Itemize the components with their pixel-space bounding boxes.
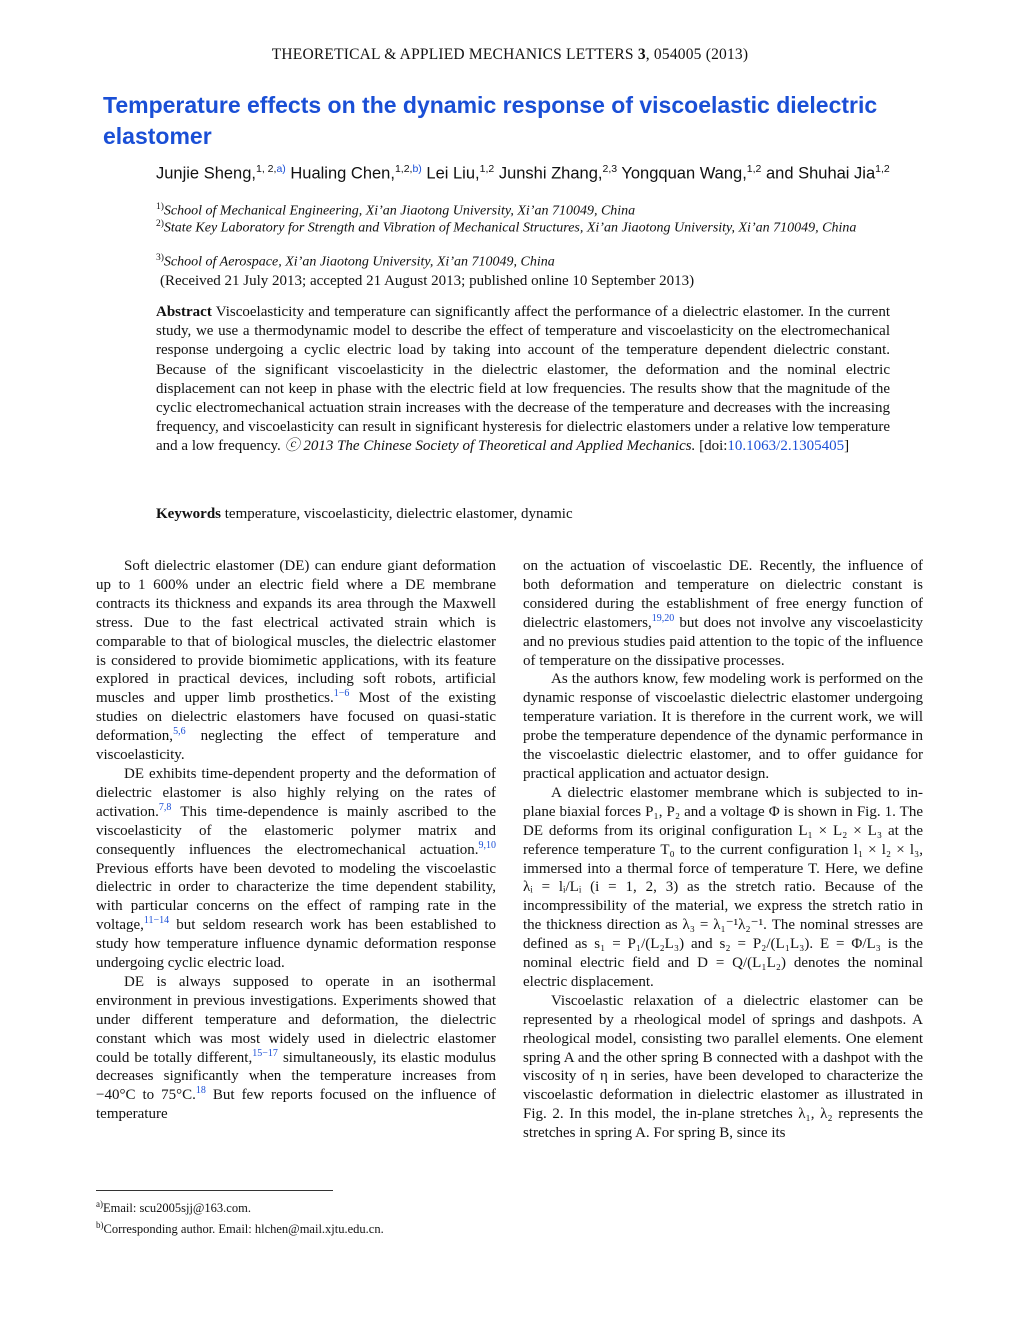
body-paragraph: As the authors know, few modeling work is performed on the dynamic response of viscoelastic dielectric elastomer undergoing temperature variation. It is therefore in the current work, we will probe the temperature dependence of the dynamic performance in the viscoelastic dielectric elastomer, and to offer guidance for practical application and actuator design. [523, 671, 923, 782]
article-info: , 054005 (2013) [645, 46, 749, 63]
paragraph-text: but does not involve any viscoelasticity and no previous studies paid attention to the topic of the influence of temperature on the dissipative processes. [523, 614, 923, 669]
paragraph-text: Most of the existing studies on dielectric elastomers have focused on quasi-static deformation, [96, 690, 496, 745]
footnote-text: Email: scu2005sjj@163.com. [103, 1201, 251, 1216]
footnote-divider [96, 1190, 333, 1191]
citation-link[interactable]: 19,20 [651, 612, 675, 624]
author-name: and Shuhai Jia [765, 164, 876, 183]
left-column [96, 557, 496, 1124]
doi-prefix: [doi: [695, 438, 728, 455]
paragraph-text: simultaneously, its elastic modulus decreases significantly when the temperature increases from −40°C to 75°C. [96, 1049, 496, 1104]
author-affiliation-mark: 1,2 [875, 163, 890, 175]
affiliation-text: State Key Laboratory for Strength and Vibration of Mechanical Structures, Xi’an Jiaotong University, Xi’an 710049, China [163, 220, 857, 236]
author-name: Hualing Chen, [290, 164, 395, 183]
paragraph-text: This time-dependence is mainly ascribed to the viscoelasticity of the elastomeric polymer matrix and consequently influences the electromechanical actuation. [96, 803, 496, 858]
journal-volume: 3 [637, 46, 646, 63]
citation-link[interactable]: 5,6 [173, 726, 186, 738]
body-paragraph [96, 973, 496, 1124]
author-name: Lei Liu, [426, 164, 480, 183]
body-paragraph [523, 557, 923, 670]
affiliation-text: School of Mechanical Engineering, Xi’an Jiaotong University, Xi’an 710049, China [163, 203, 636, 219]
author-note-link[interactable]: b) [412, 163, 422, 175]
body-paragraph: A dielectric elastomer membrane which is subjected to in-plane biaxial forces P₁, P₂ and a voltage Φ is shown in Fig. 1. The DE deforms from its original configuration L₁ × L₂ × L₃ at the reference temperature T₀ to the current configuration l₁ × l₂ × l₃, immersed into a thermal force of temperature T. Here, we define λᵢ = lᵢ/Lᵢ (i = 1, 2, 3) as the stretch ratio. Because of the incompressibility of the material, we express the stretch ratio in the thickness direction as λ₃ = λ₁⁻¹λ₂⁻¹. The nominal stresses are defined as s₁ = P₁/(L₂L₃) and s₂ = P₂/(L₁L₃). E = Φ/L₃ is the nominal electric field and D = Q/(L₁L₂) denotes the nominal electric displacement. [523, 784, 923, 990]
footnote-mark: b) [96, 1220, 104, 1231]
citation-link[interactable]: 9,10 [478, 839, 496, 851]
copyright-notice: ⓒ 2013 The Chinese Society of Theoretical and Applied Mechanics. [284, 438, 696, 455]
abstract [156, 303, 890, 457]
footnote-text: Corresponding author. Email: hlchen@mail.xjtu.edu.cn. [103, 1222, 384, 1237]
affiliation-mark: 3) [156, 253, 164, 263]
paragraph-text: on the actuation of viscoelastic DE. Recently, the influence of both deformation and temperature on dielectric constant is considered during the establishment of free energy function of dielectric elastomers, [523, 558, 923, 631]
author-name: Junshi Zhang, [498, 164, 603, 183]
right-column [523, 557, 923, 1143]
affiliation-mark: 1) [156, 202, 164, 212]
citation-link[interactable]: 1−6 [333, 688, 350, 700]
affiliation-3 [156, 250, 896, 271]
author-note-link[interactable]: a) [276, 163, 286, 175]
doi-suffix: ] [844, 438, 850, 455]
paragraph-text: But few reports focused on the influence of temperature [96, 1087, 496, 1123]
author-affiliation-mark: 1,2 [479, 163, 495, 175]
affiliation-mark: 2) [156, 219, 164, 229]
received-dates: (Received 21 July 2013; accepted 21 August 2013; published online 10 September 2013) [160, 273, 695, 289]
paragraph-text: DE exhibits time-dependent property and the deformation of dielectric elastomer is also highly relying on the rates of activation. [96, 765, 496, 820]
body-paragraph [96, 557, 496, 765]
keywords [156, 506, 573, 523]
affiliation-2 [156, 216, 866, 237]
footnotes [96, 1196, 496, 1238]
footnote-mark: a) [96, 1199, 103, 1209]
affiliation-text: School of Aerospace, Xi’an Jiaotong University, Xi’an 710049, China [163, 254, 555, 270]
paragraph-text: neglecting the effect of temperature and viscoelasticity. [96, 728, 496, 764]
author-affiliation-mark: 2,3 [602, 163, 618, 175]
author-affiliation-mark: 1, 2, [256, 163, 277, 175]
footnote-item [96, 1217, 496, 1238]
author-list [156, 160, 896, 184]
footnote-item [96, 1196, 496, 1217]
citation-link[interactable]: 7,8 [158, 801, 172, 813]
body-paragraph [96, 765, 496, 973]
paragraph-text: DE is always supposed to operate in an isothermal environment in previous investigations. Experiments showed that under different temperature and deformation, the dielectric constant which was most widely used in dielectric elastomer could be totally different, [96, 973, 496, 1066]
doi-link[interactable]: 10.1063/2.1305405 [727, 438, 845, 455]
body-paragraph: Viscoelastic relaxation of a dielectric elastomer can be represented by a rheological model of springs and dashpots. A rheological model, consisting two parallel elements. One element spring A and the other spring B connected with a dashpot with the viscosity of η in series, have been developed to characterize the viscoelastic deformation in dielectric elastomer as illustrated in Fig. 2. In this model, the in-plane stretches λ₁, λ₂ represents the stretches in spring A. For spring B, since its [523, 992, 923, 1142]
author-name: Junjie Sheng, [156, 164, 256, 183]
abstract-text: Viscoelasticity and temperature can significantly affect the performance of a dielectric elastomer. In the current study, we use a thermodynamic model to describe the effect of temperature and viscoelasticity on the electromechanical response undergoing a cyclic electric load by taking into account of the temperature dependent dielectric constant. Because of the significant viscoelasticity in the dielectric elastomer, the deformation and the nominal electric displacement can not keep in phase with the electric field at low frequencies. The results show that the magnitude of the cyclic electromechanical actuation strain increases with the decrease of the temperature and decreases with the increasing frequency, and viscoelasticity can result in significant hysteresis for dielectric elastomers under a relative low temperature and a low frequency. [156, 304, 890, 455]
keywords-label: Keywords [156, 506, 221, 522]
paper-title: Temperature effects on the dynamic response of viscoelastic dielectric elastomer [103, 92, 878, 149]
citation-link[interactable]: 15−17 [252, 1047, 278, 1059]
keywords-text: temperature, viscoelasticity, dielectric elastomer, dynamic [221, 506, 573, 522]
author-affiliation-mark: 1,2 [746, 163, 762, 175]
citation-link[interactable]: 18 [195, 1085, 206, 1097]
running-head [0, 46, 1020, 64]
abstract-label: Abstract [156, 304, 212, 320]
citation-link[interactable]: 11−14 [143, 915, 170, 927]
paragraph-text: Previous efforts have been devoted to modeling the viscoelastic dielectric in order to characterize the time dependent stability, with particular concerns on the effect of ramping rate in the voltage, [96, 860, 496, 934]
author-name: Yongquan Wang, [621, 164, 747, 183]
author-affiliation-mark: 1,2, [394, 163, 413, 175]
paragraph-text: Soft dielectric elastomer (DE) can endure giant deformation up to 1 600% under an electric field where a DE membrane contracts its thickness and expands its area through the Maxwell stress. Due to the fast electrical activated strain which is comparable to that of biological muscles, the dielectric elastomer is considered to provide biomimetic applications, with its feature explored in practical devices, including soft robots, artificial muscles and upper limb prosthetics. [96, 558, 496, 707]
journal-name: THEORETICAL & APPLIED MECHANICS LETTERS [271, 46, 634, 63]
paragraph-text: but seldom research work has been established to study how temperature influence dynamic deformation response undergoing cyclic electric load. [96, 917, 496, 972]
